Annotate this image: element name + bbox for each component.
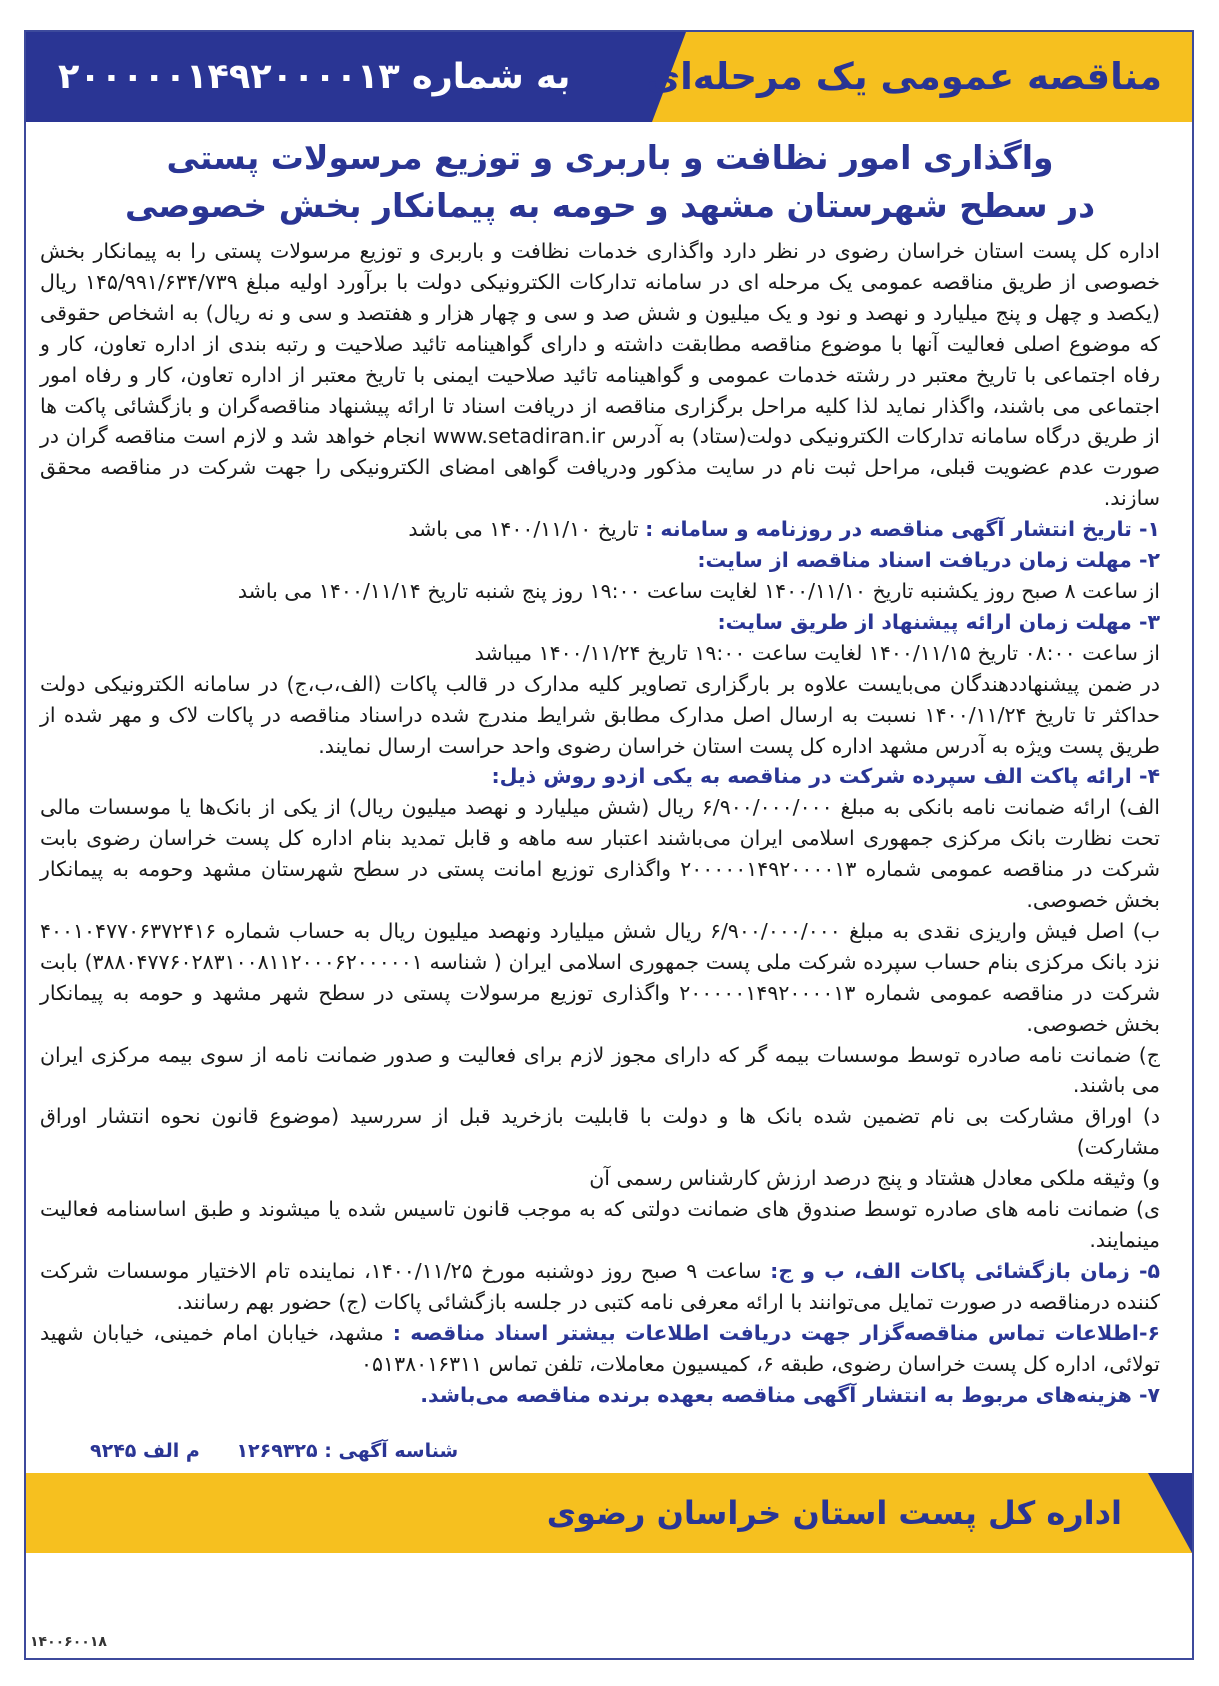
tender-type-title: مناقصه عمومی یک مرحله‌ای [646, 55, 1162, 98]
section-4-heading: ۴- ارائه پاکت الف سپرده شرکت در مناقصه به یکی ازدو روش ذیل: [491, 764, 1160, 789]
section-2-text: از ساعت ۸ صبح روز یکشنبه تاریخ ۱۴۰۰/۱۱/۱۰ لغایت ساعت ۱۹:۰۰ روز پنج شنبه تاریخ ۱۴۰۰/۱۱/۱۴ می باشد [237, 578, 1160, 603]
section-3-text: از ساعت ۰۸:۰۰ تاریخ ۱۴۰۰/۱۱/۱۵ لغایت ساعت ۱۹:۰۰ تاریخ ۱۴۰۰/۱۱/۲۴ میباشد [474, 640, 1160, 665]
section-1 [40, 514, 1160, 545]
section-3-heading: ۳- مهلت زمان ارائه پیشنهاد از طریق سایت: [717, 609, 1160, 634]
section-7-heading: ۷- هزینه‌های مربوط به انتشار آگهی مناقصه بعهده برنده مناقصه می‌باشد. [420, 1382, 1160, 1407]
section-4-item-b: ب) اصل فیش واریزی نقدی به مبلغ ۶/۹۰۰/۰۰۰/۰۰۰ ریال شش میلیارد ونهصد میلیون ریال به حساب شماره ۴۰۰۱۰۴۷۷۰۶۳۷۲۴۱۶ نزد بانک مرکزی بنام حساب سپرده شرکت ملی پست جمهوری اسلامی ایران ( شناسه ۳۸۸۰۴۷۷۶۰۲۸۳۱۰۰۸۱۱۲۰۰۰۶۲۰۰۰۰۰۱) بابت شرکت در مناقصه عمومی شماره ۲۰۰۰۰۰۱۴۹۲۰۰۰۰۱۳ واگذاری توزیع مرسولات پستی در سطح شهر مشهد و حومه به پیمانکار بخش خصوصی. [40, 918, 1161, 1036]
intro-text-1: اداره کل پست استان خراسان رضوی در نظر دارد واگذاری خدمات نظافت و باربری و توزیع مرسولات پستی را به پیمانکار بخش خصوصی از طریق مناقصه عمومی یک مرحله ای در سامانه تدارکات الکترونیکی دولت با برآورد اولیه مبلغ ۱۴۵/۹۹۱/۶۳۴/۷۳۹ ریال (یکصد و چهل و پنج میلیارد و نهصد و نود و یک میلیون و شش صد و سی و چهار هزار و هفتصد و سی و نه ریال) به اشخاص حقوقی که موضوع اصلی فعالیت آنها با موضوع مناقصه مطابقت داشته و دارای گواهینامه تائید صلاحیت و رتبه بندی از اداره تعاون، کار و رفاه اجتماعی با تاریخ معتبر در رشته خدمات عمومی و گواهینامه تائید صلاحیت ایمنی با تاریخ معتبر از اداره تعاون، کار و رفاه امور اجتماعی می باشند، واگذار نماید لذا کلیه مراحل برگزاری مناقصه از دریافت اسناد تا ارائه پیشنهاد مناقصه‌گران و بازگشائی پاکت ها از طریق درگاه سامانه تدارکات الکترونیکی دولت(ستاد) به آدرس [40, 239, 1160, 449]
section-6 [40, 1318, 1160, 1380]
ad-identifier [60, 1440, 458, 1462]
section-1-heading: ۱- تاریخ انتشار آگهی مناقصه در روزنامه و سامانه : [645, 517, 1160, 542]
intro-text-2: انجام خواهد شد و لازم است مناقصه گران در صورت عدم عضویت قبلی، مراحل ثبت نام در سایت مذکور ودریافت گواهی امضای الکترونیکی را جهت شرکت در مناقصه محقق سازند. [40, 424, 1160, 511]
section-2-heading: ۲- مهلت زمان دریافت اسناد مناقصه از سایت: [697, 548, 1160, 573]
setadiran-url: www.setadiran.ir [432, 424, 606, 449]
section-1-text: تاریخ ۱۴۰۰/۱۱/۱۰ می باشد [408, 517, 639, 542]
section-4-item-f: ی) ضمانت نامه های صادره توسط صندوق های ضمانت دولتی که به موجب قانون تاسیس شده یا میشوند و طبق اساسنامه فعالیت مینمایند. [40, 1197, 1160, 1252]
section-4-item-e: و) وثیقه ملکی معادل هشتاد و پنج درصد ارزش کارشناس رسمی آن [589, 1166, 1160, 1191]
notice-body [40, 236, 1160, 1410]
section-4-item-c: ج) ضمانت نامه صادره توسط موسسات بیمه گر که دارای مجوز لازم برای فعالیت و صدور ضمانت نامه از سوی بیمه مرکزی ایران می باشند. [40, 1042, 1160, 1098]
intro-paragraph [40, 236, 1160, 514]
header-banner [26, 32, 1192, 122]
footer-banner [26, 1473, 1192, 1553]
section-4-item-d: د) اوراق مشارکت بی نام تضمین شده بانک ها و دولت با قابلیت بازخرید قبل از سررسید (موضوع قانون نحوه انتشار اوراق مشارکت) [40, 1104, 1160, 1160]
section-6-heading: ۶-اطلاعات تماس مناقصه‌گزار جهت دریافت اطلاعات بیشتر اسناد مناقصه : [392, 1320, 1160, 1345]
section-4-item-a: الف) ارائه ضمانت نامه بانکی به مبلغ ۶/۹۰۰/۰۰۰/۰۰۰ ریال (شش میلیارد و نهصد میلیون ریال) از یکی از بانک‌ها یا موسسات مالی تحت نظارت بانک مرکزی جمهوری اسلامی ایران می‌باشند اعتبار سه ماهه و قابل تمدید بنام اداره کل پست خراسان رضوی بابت شرکت در مناقصه عمومی شماره ۲۰۰۰۰۰۱۴۹۲۰۰۰۰۱۳ واگذاری توزیع امانت پستی در سطح شهرستان مشهد وحومه به پیمانکار بخش خصوصی. [40, 795, 1161, 913]
tender-number: به شماره ۲۰۰۰۰۰۱۴۹۲۰۰۰۰۱۳ [58, 57, 571, 97]
ad-code: م الف ۹۲۴۵ [90, 1440, 200, 1462]
ad-id-label: شناسه آگهی : ۱۲۶۹۳۲۵ [236, 1440, 459, 1462]
organization-name: اداره کل پست استان خراسان رضوی [546, 1494, 1122, 1532]
section-5-heading: ۵- زمان بازگشائی پاکات الف، ب و ج: [770, 1258, 1160, 1283]
main-title-line-1: واگذاری امور نظافت و باربری و توزیع مرسولات پستی [166, 138, 1054, 177]
section-6-text: مشهد، خیابان امام خمینی، خیابان شهید تولائی، اداره کل پست خراسان رضوی، طبقه ۶، کمیسیون معاملات، تلفن تماس ۰۵۱۳۸۰۱۶۳۱۱ [40, 1320, 1160, 1376]
section-3-note: در ضمن پیشنهاددهندگان می‌بایست علاوه بر بارگزاری تصاویر کلیه مدارک در قالب پاکات (الف،ب،ج) در سامانه الکترونیکی دولت حداکثر تا تاریخ ۱۴۰۰/۱۱/۲۴ نسبت به ارسال اصل مدارک مطابق شرایط مندرج شده دراسناد مناقصه در پاکات لاک و مهر شده از طریق پست ویژه به آدرس مشهد اداره کل پست استان خراسان رضوی واحد حراست ارسال نمایند. [40, 671, 1160, 758]
section-5 [40, 1256, 1160, 1318]
main-title-line-2: در سطح شهرستان مشهد و حومه به پیمانکار بخش خصوصی [124, 186, 1096, 225]
section-5-text: ساعت ۹ صبح روز دوشنبه مورخ ۱۴۰۰/۱۱/۲۵، نماینده تام الاختیار موسسات شرکت کننده درمناقصه در صورت تمایل می‌توانند با ارائه معرفی نامه کتبی در جلسه بازگشائی پاکات (ج) حضور بهم رسانند. [40, 1258, 1160, 1314]
print-code: ۱۴۰۰۶۰۰۱۸ [30, 1634, 107, 1650]
